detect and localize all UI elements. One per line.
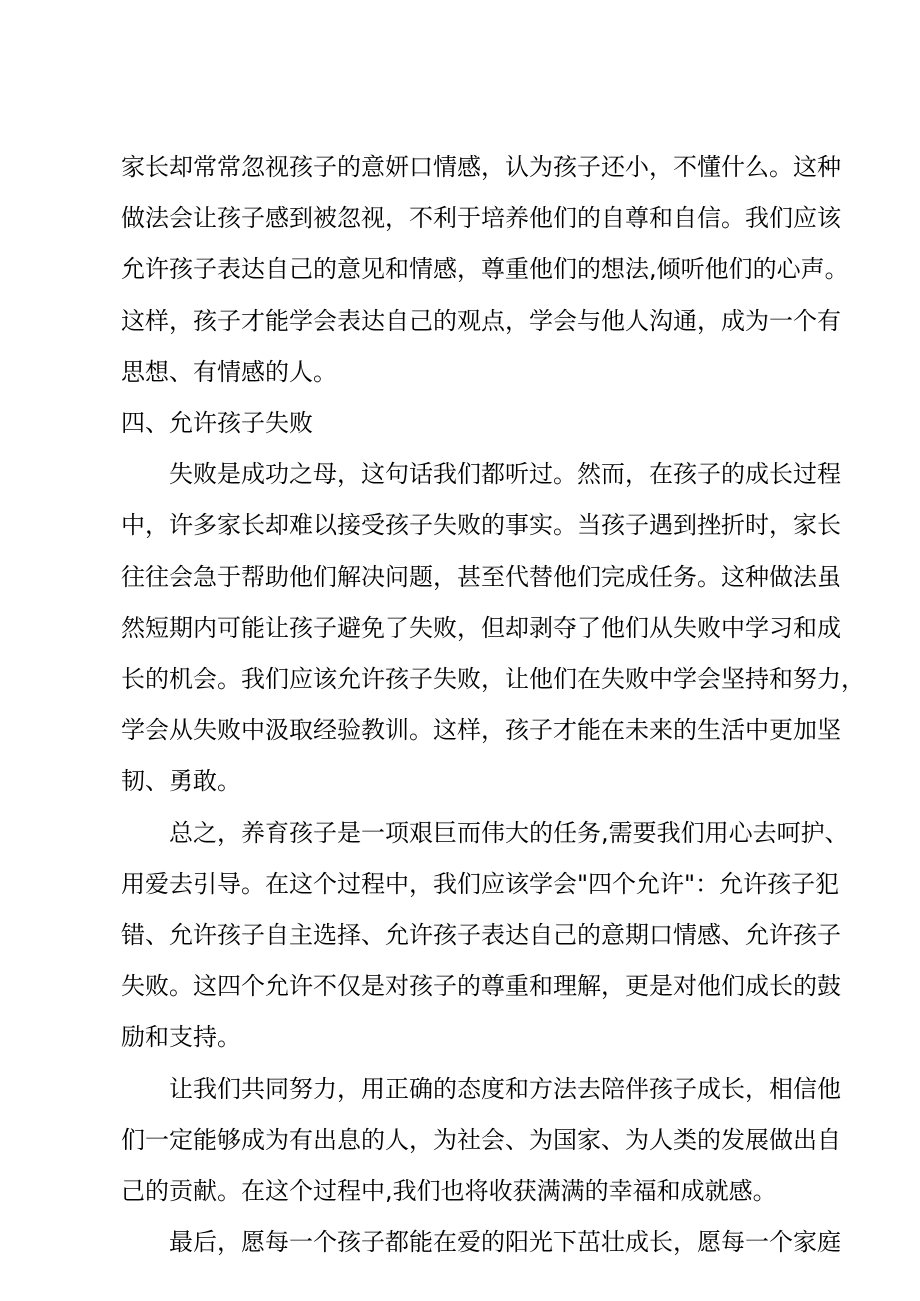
text-line: 最后，愿每一个孩子都能在爱的阳光下茁壮成长，愿每一个家庭	[169, 1228, 841, 1257]
section-heading	[121, 398, 821, 449]
text-line: 这样，孩子才能学会表达自己的观点，学会与他人沟通，成为一个有	[121, 306, 841, 335]
paragraph-failure	[121, 449, 865, 807]
text-line: 总之，养育孩子是一项艰巨而伟大的任务,需要我们用心去呵护、	[169, 818, 849, 847]
text-line: 失败。这四个允许不仅是对孩子的尊重和理解，更是对他们成长的鼓	[121, 972, 841, 1001]
paragraph-final	[121, 1217, 841, 1268]
paragraph-together	[121, 1064, 841, 1218]
text-line: 往往会急于帮助他们解决问题，甚至代替他们完成任务。这种做法虽	[121, 562, 841, 591]
text-line: 励和支持。	[121, 1023, 241, 1052]
text-line: 学会从失败中汲取经验教训。这样，孩子才能在未来的生活中更加坚	[121, 716, 841, 745]
text-line: 思想、有情感的人。	[121, 357, 337, 386]
document-body	[121, 142, 865, 1268]
text-line: 允许孩子表达自己的意见和情感，尊重他们的想法,倾听他们的心声。	[121, 255, 849, 284]
text-line: 己的贡献。在这个过程中,我们也将收获满满的幸福和成就感。	[121, 1177, 777, 1206]
text-line: 韧、勇敢。	[121, 767, 241, 796]
paragraph-summary	[121, 808, 849, 1064]
text-line: 们一定能够成为有出息的人，为社会、为国家、为人类的发展做出自	[121, 1125, 841, 1154]
paragraph-continuation	[121, 142, 849, 398]
heading-text: 四、允许孩子失败	[121, 409, 313, 438]
text-line: 中，许多家长却难以接受孩子失败的事实。当孩子遇到挫折时，家长	[121, 511, 841, 540]
text-line: 让我们共同努力，用正确的态度和方法去陪伴孩子成长，相信他	[169, 1074, 841, 1103]
text-line: 然短期内可能让孩子避免了失败，但却剥夺了他们从失败中学习和成	[121, 613, 841, 642]
text-line: 长的机会。我们应该允许孩子失败，让他们在失败中学会坚持和努力，	[121, 665, 865, 694]
text-line: 错、允许孩子自主选择、允许孩子表达自己的意期口情感、允许孩子	[121, 921, 841, 950]
text-line: 家长却常常忽视孩子的意妍口情感，认为孩子还小，不懂什么。这种	[121, 153, 841, 181]
text-line: 用爱去引导。在这个过程中，我们应该学会"四个允许"：允许孩子犯	[121, 869, 840, 898]
text-line: 做法会让孩子感到被忽视，不利于培养他们的自尊和自信。我们应该	[121, 204, 841, 233]
text-line: 失败是成功之母，这句话我们都听过。然而，在孩子的成长过程	[169, 460, 841, 489]
